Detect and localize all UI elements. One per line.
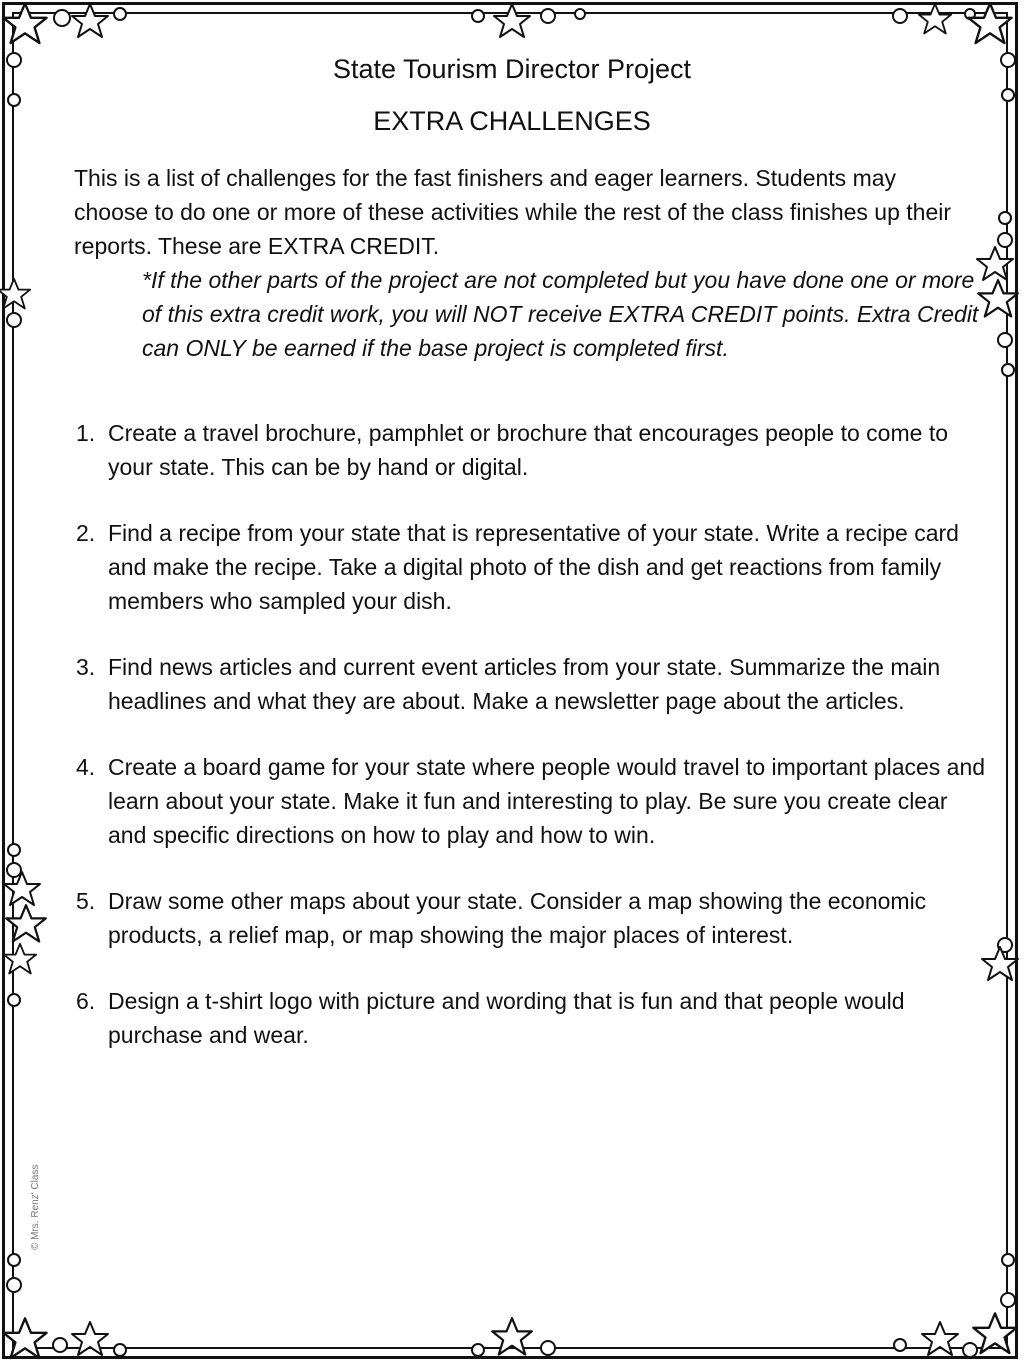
border-circle-ornament — [8, 844, 20, 856]
border-circle-ornament — [1002, 1254, 1014, 1266]
border-star-icon — [919, 4, 951, 34]
border-circle-ornament — [894, 1339, 906, 1351]
list-item-text: Find a recipe from your state that is representative of your state. Write a recipe card and make the recipe. Take a digital photo of the dish and get reactions from family members who sampled your dish. — [108, 520, 959, 614]
border-star-icon — [4, 872, 40, 905]
border-star-icon — [973, 1313, 1016, 1353]
border-circle-ornament — [998, 333, 1012, 347]
border-star-icon — [982, 947, 1018, 980]
border-star-icon — [72, 1322, 108, 1355]
border-star-icon — [492, 1318, 532, 1354]
border-star-icon — [6, 905, 46, 941]
list-item-number: 2. — [76, 520, 96, 546]
border-circle-ornament — [999, 212, 1011, 224]
border-circle-ornament — [114, 1344, 126, 1356]
border-circle-ornament — [8, 94, 20, 106]
list-item — [76, 416, 986, 484]
border-circle-ornament — [575, 9, 585, 19]
border-star-icon — [4, 944, 36, 974]
challenge-list — [76, 416, 986, 1084]
border-circle-ornament — [472, 10, 484, 22]
border-circle-ornament — [998, 233, 1012, 247]
copyright-credit: © Mrs. Renz' Class — [30, 1164, 41, 1250]
page-subtitle: EXTRA CHALLENGES — [373, 106, 651, 136]
border-circle-ornament — [53, 1338, 67, 1352]
border-circle-ornament — [7, 1278, 21, 1292]
border-circle-ornament — [1001, 1293, 1015, 1307]
list-item-number: 5. — [76, 888, 96, 914]
border-star-icon — [922, 1322, 958, 1355]
list-item-text: Find news articles and current event articles from your state. Summarize the main headlines and what they are about. Make a newsletter page about the articles. — [108, 654, 941, 714]
list-item-text: Create a board game for your state where people would travel to important places and learn about your state. Make it fun and interesting to play. Be sure you create clear and specific directions on how to play and how to win. — [108, 754, 986, 848]
border-circle-ornament — [963, 1343, 977, 1357]
list-item-text: Create a travel brochure, pamphlet or brochure that encourages people to come to your state. This can be by hand or digital. — [108, 420, 948, 480]
border-circle-ornament — [7, 313, 21, 327]
list-item-text: Draw some other maps about your state. Consider a map showing the economic products, a relief map, or map showing the major places of interest. — [108, 888, 927, 948]
border-circle-ornament — [54, 10, 70, 26]
border-star-icon — [3, 1318, 46, 1358]
border-circle-ornament — [541, 1341, 555, 1355]
border-star-icon — [968, 3, 1011, 43]
list-item — [76, 516, 986, 618]
border-star-icon — [494, 4, 530, 37]
border-circle-ornament — [541, 9, 555, 23]
list-item — [76, 750, 986, 852]
list-item-number: 1. — [76, 420, 96, 446]
page-title: State Tourism Director Project — [332, 54, 692, 84]
extra-credit-note: *If the other parts of the project are not completed but you have done one or more of this extra credit work, you will NOT receive EXTRA CREDIT points. Extra Credit can ONLY be earned if the base project is completed first. — [142, 267, 979, 361]
list-item — [76, 650, 986, 718]
list-item — [76, 884, 986, 952]
list-item-number: 4. — [76, 754, 96, 780]
border-circle-ornament — [1002, 89, 1014, 101]
list-item-number: 3. — [76, 654, 96, 680]
border-circle-ornament — [8, 1254, 20, 1266]
border-circle-ornament — [893, 9, 907, 23]
border-circle-ornament — [7, 863, 21, 877]
border-star-icon — [0, 279, 30, 309]
intro-paragraph: This is a list of challenges for the fast finishers and eager learners. Students may choose to do one or more of these activities while the rest of the class finishes up their reports. These are EXTRA CREDIT. — [74, 165, 952, 259]
border-circle-ornament — [472, 1344, 484, 1356]
list-item-text: Design a t-shirt logo with picture and wording that is fun and that people would purchase and wear. — [108, 988, 905, 1048]
border-star-icon — [72, 4, 108, 37]
list-item — [76, 984, 986, 1052]
border-star-icon — [3, 3, 46, 43]
list-item-number: 6. — [76, 988, 96, 1014]
border-circle-ornament — [114, 8, 126, 20]
border-circle-ornament — [8, 994, 20, 1006]
border-circle-ornament — [1002, 364, 1014, 376]
